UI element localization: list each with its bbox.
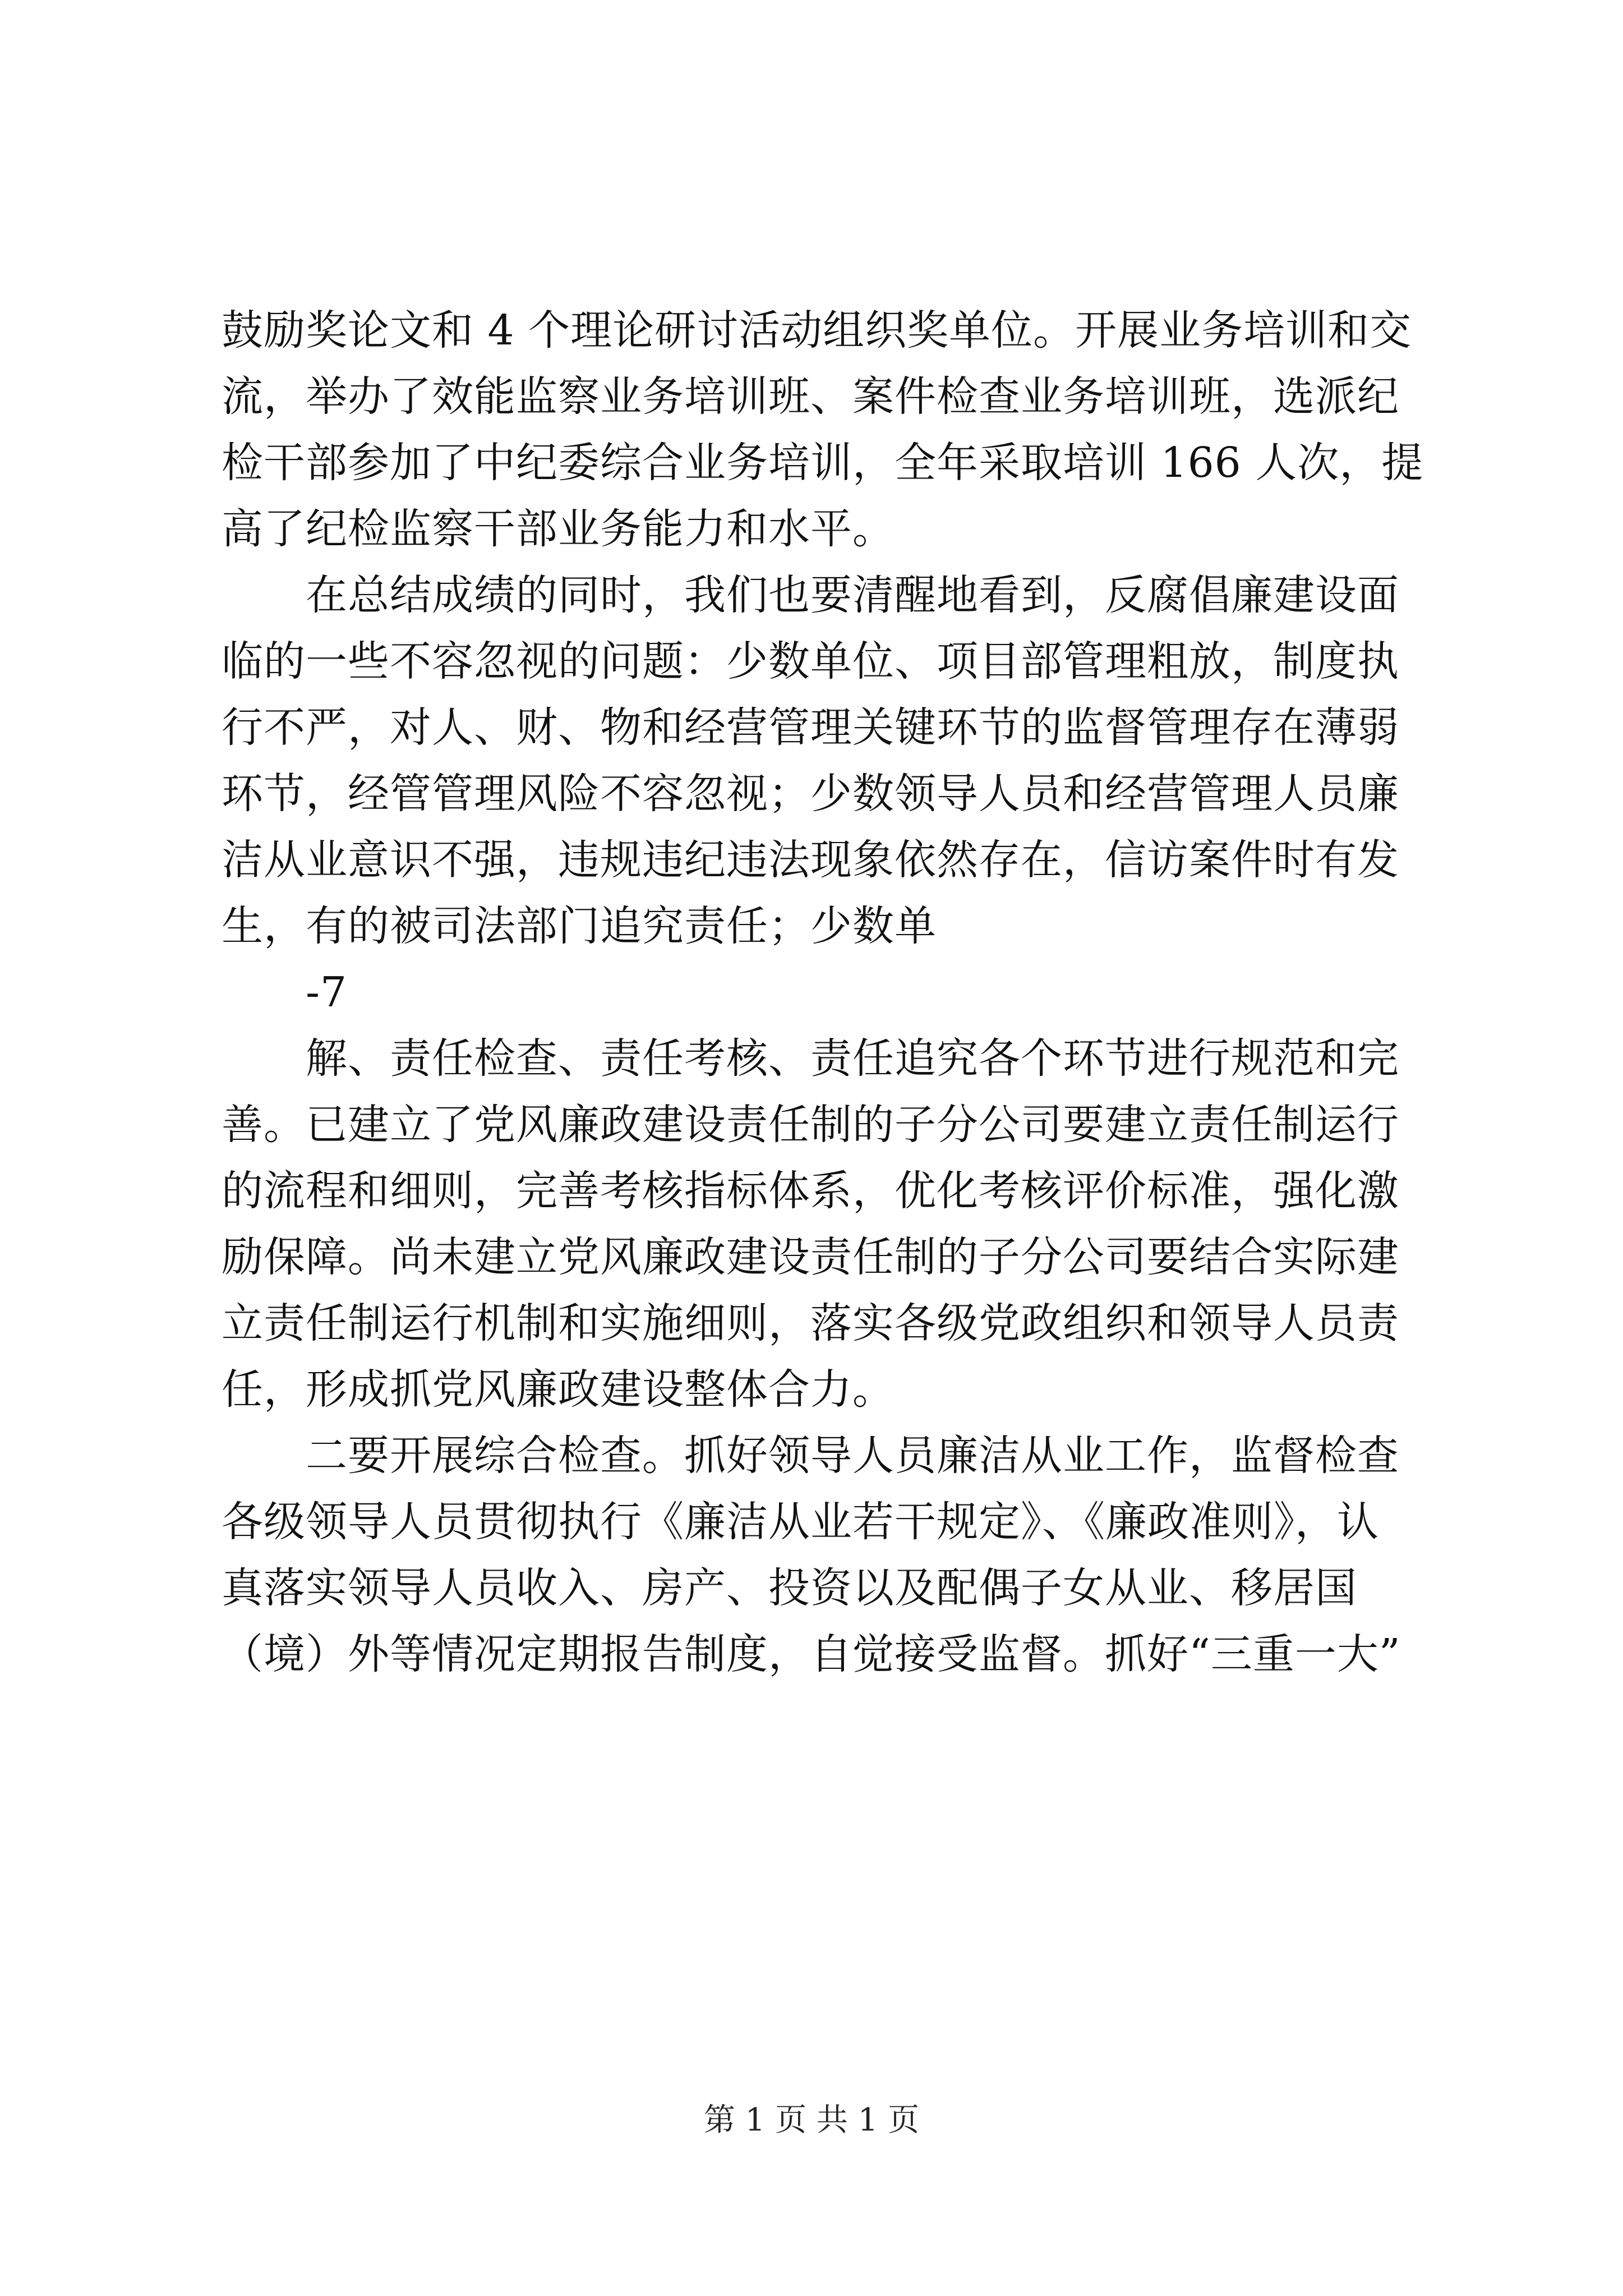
text-line: 鼓励奖论文和 4 个理论研讨活动组织奖单位。开展业务培训和交 — [222, 306, 1412, 355]
text-line: 善。已建立了党风廉政建设责任制的子分公司要建立责任制运行 — [222, 1101, 1399, 1149]
text-line: 生，有的被司法部门追究责任；少数单 — [222, 902, 937, 950]
text-line: 洁从业意识不强，违规违纪违法现象依然存在，信访案件时有发 — [222, 836, 1399, 884]
text-line: 高了纪检监察干部业务能力和水平。 — [222, 505, 895, 553]
text-line: 各级领导人员贯彻执行《廉洁从业若干规定》、《廉政准则》，认 — [222, 1498, 1379, 1546]
text-line: 检干部参加了中纪委综合业务培训，全年采取培训 166 人次，提 — [222, 439, 1424, 487]
page-footer: 第 1 页 共 1 页 — [703, 2102, 920, 2138]
text-line: 环节，经管管理风险不容忽视；少数领导人员和经营管理人员廉 — [222, 770, 1399, 818]
text-line: 解、责任检查、责任考核、责任追究各个环节进行规范和完 — [306, 1034, 1399, 1083]
text-line: 的流程和细则，完善考核指标体系，优化考核评价标准，强化激 — [222, 1167, 1399, 1215]
text-line: 任，形成抓党风廉政建设整体合力。 — [222, 1365, 895, 1414]
document-body — [222, 297, 1438, 1687]
text-line: （境）外等情况定期报告制度，自觉接受监督。抓好“三重一大” — [222, 1630, 1401, 1678]
text-line: 励保障。尚未建立党风廉政建设责任制的子分公司要结合实际建 — [222, 1233, 1399, 1281]
text-line: 真落实领导人员收入、房产、投资以及配偶子女从业、移居国 — [222, 1564, 1357, 1612]
text-line: 二要开展综合检查。抓好领导人员廉洁从业工作，监督检查 — [306, 1432, 1399, 1480]
text-line: -7 — [306, 968, 348, 1016]
text-line: 行不严，对人、财、物和经营管理关键环节的监督管理存在薄弱 — [222, 703, 1399, 752]
text-line: 流，举办了效能监察业务培训班、案件检查业务培训班，选派纪 — [222, 372, 1399, 421]
text-line: 立责任制运行机制和实施细则，落实各级党政组织和领导人员责 — [222, 1299, 1399, 1347]
text-line: 在总结成绩的同时，我们也要清醒地看到，反腐倡廉建设面 — [306, 571, 1399, 619]
text-line: 临的一些不容忽视的问题：少数单位、项目部管理粗放，制度执 — [222, 637, 1399, 685]
